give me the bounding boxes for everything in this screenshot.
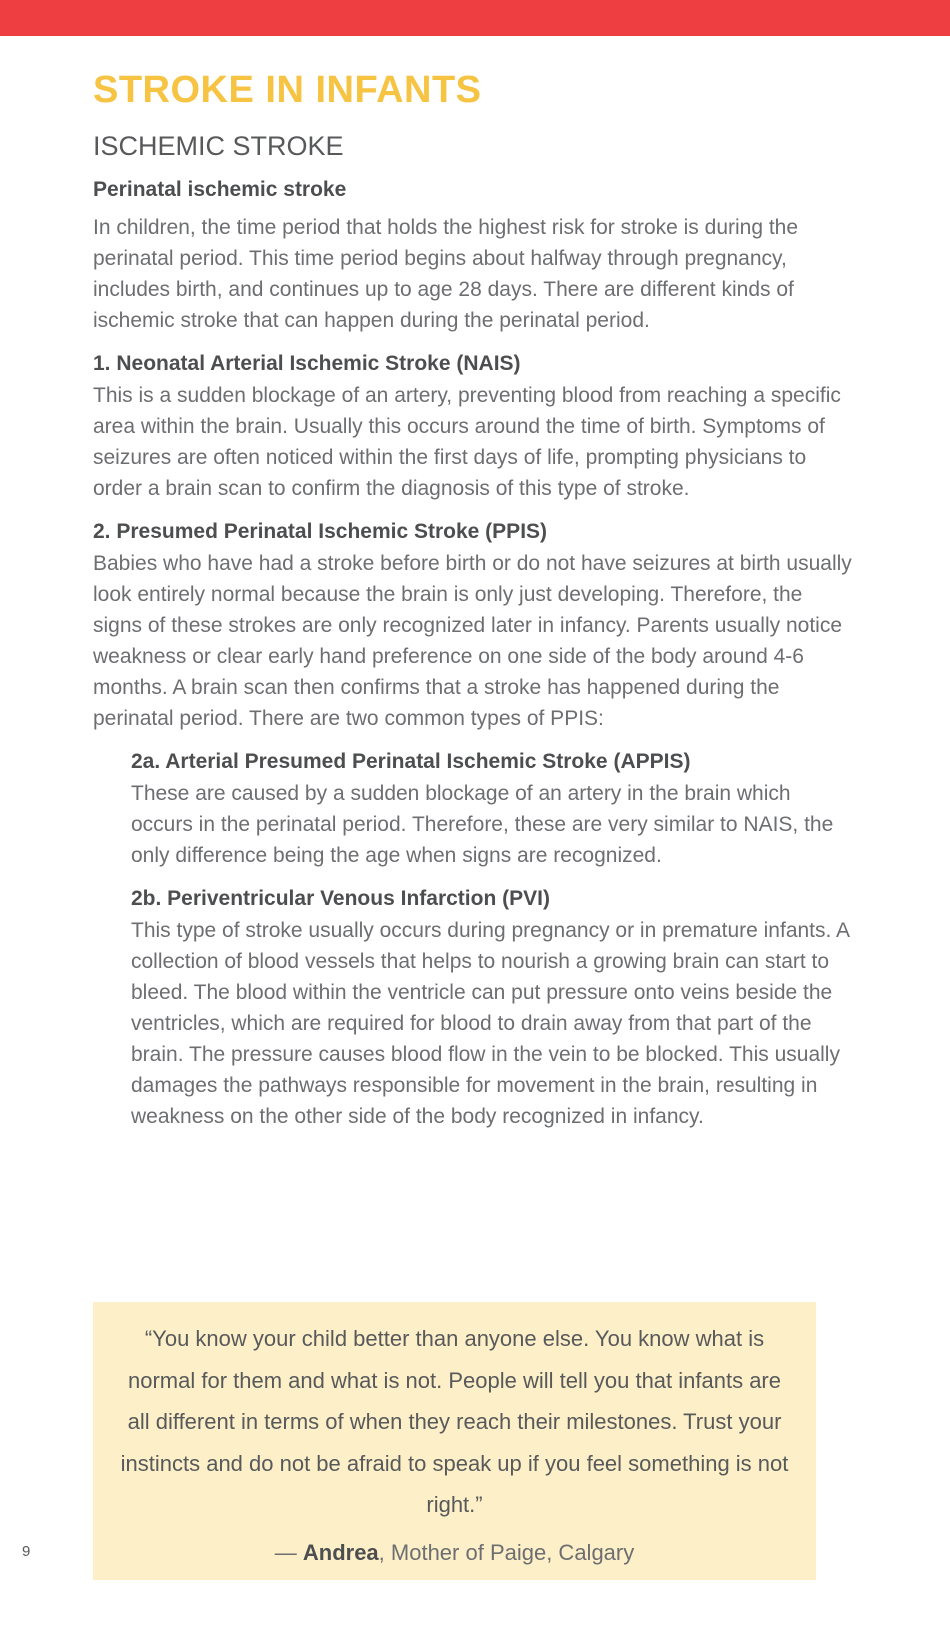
intro-paragraph: In children, the time period that holds the highest risk for stroke is during the perinatal period. This time period begins about halfway through pregnancy, includes birth, and continues up to age 28 days. There are different kinds of ischemic stroke that can happen during the perinatal period. [93,216,799,332]
page-number: 9 [22,1543,31,1560]
subitem-heading-pvi: 2b. Periventricular Venous Infarction (PVI) [131,887,550,910]
top-accent-bar [0,0,950,36]
quote-box [93,1302,816,1580]
main-content [93,64,853,1132]
quote-author: Andrea [302,1539,379,1565]
quote-author-detail: , Mother of Paige, Calgary [378,1539,635,1565]
quote-attribution [93,1538,816,1568]
subitems-list [93,748,853,1132]
subitem-heading-appis: 2a. Arterial Presumed Perinatal Ischemic Stroke (APPIS) [131,750,691,773]
item-heading-nais: 1. Neonatal Arterial Ischemic Stroke (NAIS) [93,352,521,375]
subitem-text-pvi: This type of stroke usually occurs during pregnancy or in premature infants. A collection of blood vessels that helps to nourish a growing brain can start to bleed. The blood within the ventricle can put pressure onto veins beside the ventricles, which are required for blood to drain away from that part of the brain. The pressure causes blood flow in the vein to be blocked. This usually damages the pathways responsible for movement in the brain, resulting in weakness on the other side of the body recognized in infancy. [131,919,849,1128]
item-heading-ppis: 2. Presumed Perinatal Ischemic Stroke (PPIS) [93,520,548,543]
item-text-ppis: Babies who have had a stroke before birth or do not have seizures at birth usually look entirely normal because the brain is only just developing. Therefore, the signs of these strokes are only recognized later in infancy. Parents usually notice weakness or clear early hand preference on one side of the body around 4-6 months. A brain scan then confirms that a stroke has happened during the perinatal period. There are two common types of PPIS: [93,552,852,730]
subsection-heading: Perinatal ischemic stroke [93,178,347,201]
section-heading: ISCHEMIC STROKE [93,131,344,161]
quote-text: “You know your child better than anyone else. You know what is normal for them and what is not. People will tell you that infants are all different in terms of when they reach their milestones. Trust your instincts and do not be afraid to speak up if you feel something is not right.” [120,1326,789,1517]
page-title: STROKE IN INFANTS [93,69,482,111]
item-text-nais: This is a sudden blockage of an artery, preventing blood from reaching a specific area within the brain. Usually this occurs around the time of birth. Symptoms of seizures are often noticed within the first days of life, prompting physicians to order a brain scan to confirm the diagnosis of this type of stroke. [93,384,841,500]
subitem-text-appis: These are caused by a sudden blockage of an artery in the brain which occurs in the perinatal period. Therefore, these are very similar to NAIS, the only difference being the age when signs are recognized. [131,782,834,867]
attribution-dash: — [274,1539,303,1565]
